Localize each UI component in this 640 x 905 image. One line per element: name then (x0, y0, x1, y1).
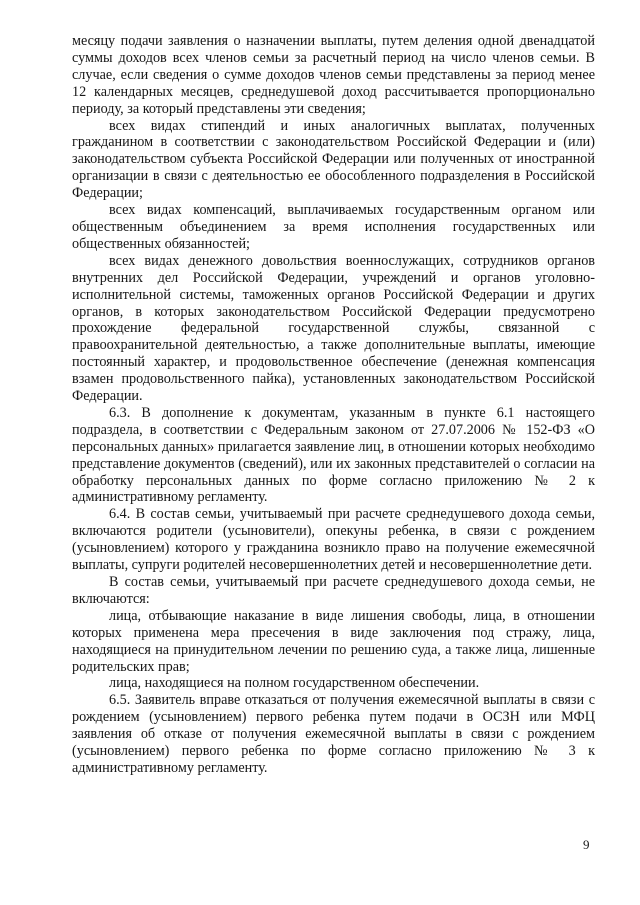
paragraph-family-exclusions-intro: В состав семьи, учитываемый при расчете среднедушевого дохода семьи, не включаются: (72, 574, 595, 607)
paragraph-state-support: лица, находящиеся на полном государственном обеспечении. (109, 675, 480, 692)
page-number: 9 (583, 837, 590, 852)
paragraph-stipends: всех видах стипендий и иных аналогичных выплатах, полученных гражданином в соответствии с законодательством Российской Федерации и (или) законодательством субъекта Российской Федерации или полученных от иностранной организации в связи с деятельностью ее обособленного подразделения в Российской Федерации; (72, 117, 595, 202)
paragraph-income-calculation: месяцу подачи заявления о назначении выплаты, путем деления одной двенадцатой суммы доходов всех членов семьи за расчетный период на число членов семьи. В случае, если сведения о сумме доходов членов семьи представлены за период менее 12 календарных месяцев, среднедушевой доход рассчитывается пропорционально периоду, за который представлены эти сведения; (72, 33, 595, 117)
paragraph-excluded-persons: лица, отбывающие наказание в виде лишения свободы, лица, в отношении которых применена мера пресечения в виде заключения под стражу, лица, находящиеся на принудительном лечении по решению суда, а также лица, лишенные родительских прав; (72, 607, 595, 675)
paragraph-6-3: 6.3. В дополнение к документам, указанным в пункте 6.1 настоящего подраздела, в соответствии с Федеральным законом от 27.07.2006 № 152-ФЗ «О персональных данных» прилагается заявление лиц, в отношении которых необходимо представление документов (сведений), или их законных представителей о согласии на обработку персональных данных по форме согласно приложению № 2 к административному регламенту. (72, 404, 595, 506)
paragraph-6-5: 6.5. Заявитель вправе отказаться от получения ежемесячной выплаты в связи с рождением (усыновлением) первого ребенка путем подачи в ОСЗН или МФЦ заявления об отказе от получения ежемесячной выплаты в связи с рождением (усыновлением) первого ребенка по форме согласно приложению № 3 к административному регламенту. (72, 692, 595, 776)
paragraph-military-allowance: всех видах денежного довольствия военнослужащих, сотрудников органов внутренних дел Российской Федерации, учреждений и органов уголовно-исполнительной системы, таможенных органов Российской Федерации и других органов, в которых законодательством Российской Федерации предусмотрено прохождение федеральной государственной службы, связанной с правоохранительной деятельностью, а также дополнительные выплаты, имеющие постоянный характер, и продовольственное обеспечение (денежная компенсация взамен продовольственного пайка), установленных законодательством Российской Федерации. (72, 252, 595, 405)
paragraph-compensations: всех видах компенсаций, выплачиваемых государственным органом или общественным объединением за время исполнения государственных или общественных обязанностей; (72, 202, 595, 252)
paragraph-6-4: 6.4. В состав семьи, учитываемый при расчете среднедушевого дохода семьи, включаются родители (усыновители), опекуны ребенка, в связи с рождением (усыновлением) которого у гражданина возникло право на получение ежемесячной выплаты, супруги родителей несовершеннолетних детей и несовершеннолетние дети. (72, 506, 595, 574)
document-body (72, 33, 595, 777)
